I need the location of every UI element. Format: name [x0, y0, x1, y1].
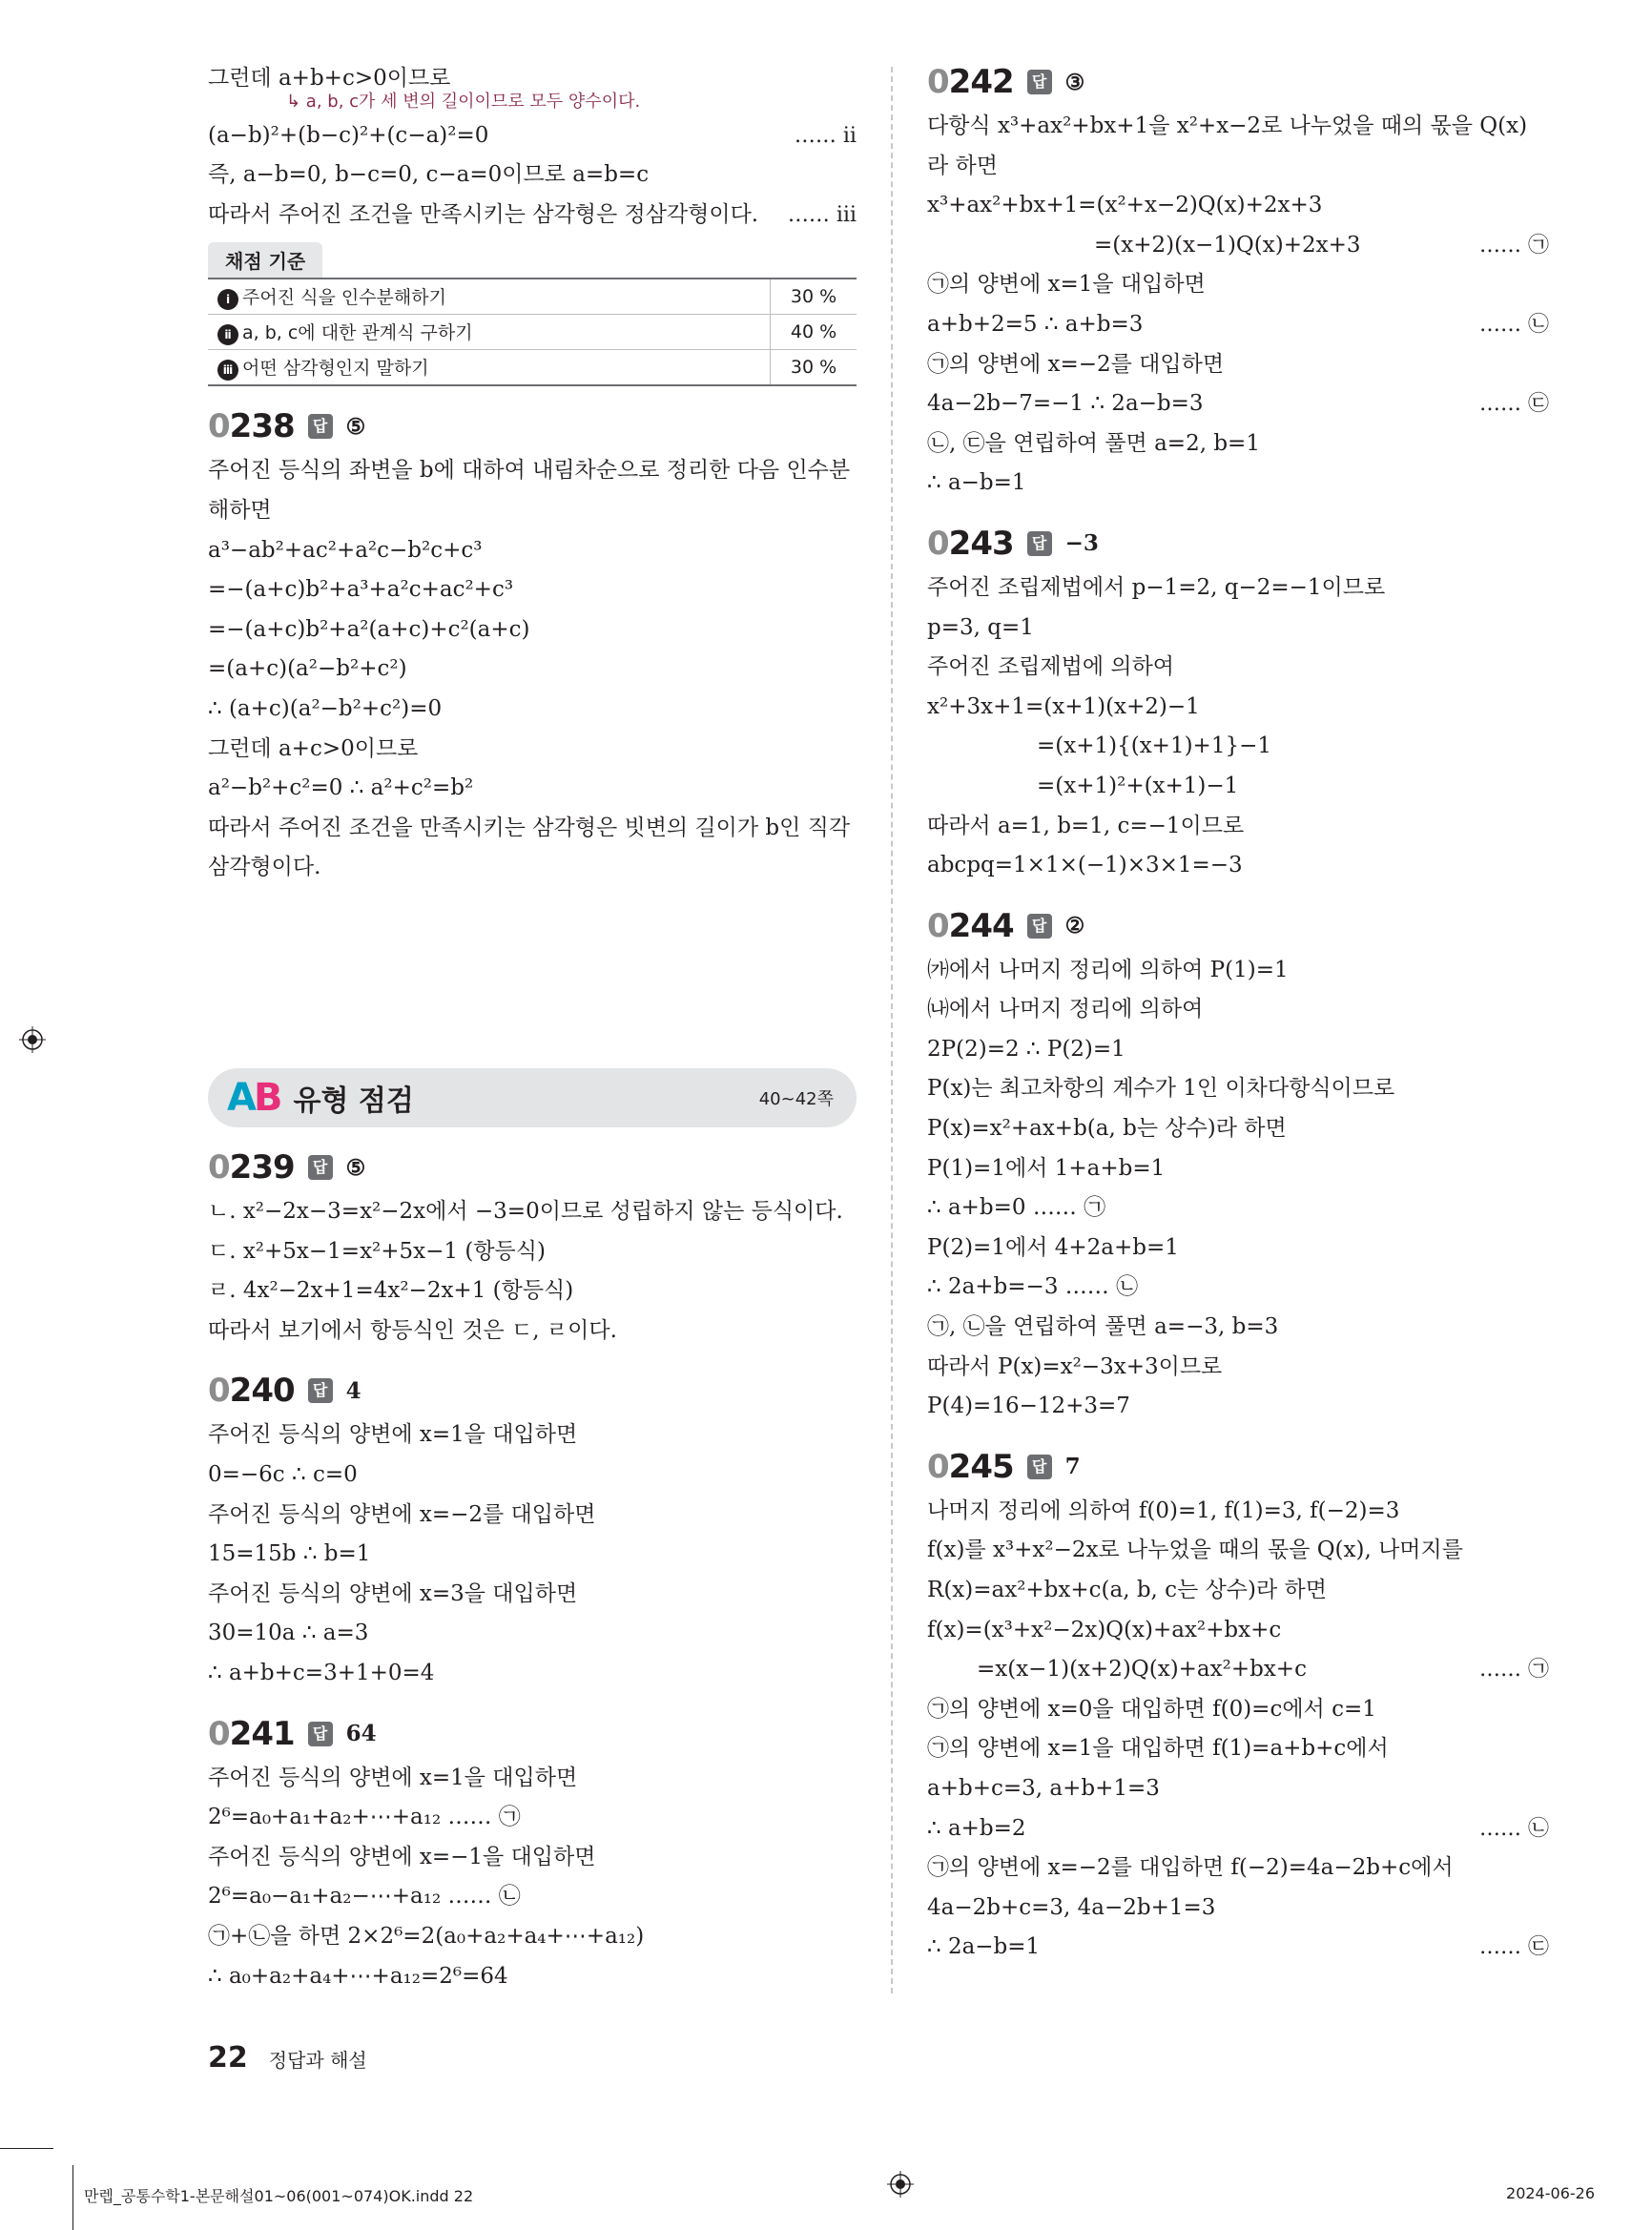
- solution-line: 따라서 보기에서 항등식인 것은 ㄷ, ㄹ이다.: [208, 1317, 617, 1343]
- solution-line: P(x)=x²+ax+b(a, b는 상수)라 하면: [927, 1116, 1287, 1142]
- solution-line: 주어진 등식의 양변에 x=3을 대입하면: [208, 1580, 578, 1606]
- solution-line: 2⁶=a₀+a₁+a₂+⋯+a₁₂ …… ㉠: [208, 1805, 521, 1830]
- solution-line: 2⁶=a₀−a₁+a₂−⋯+a₁₂ …… ㉡: [208, 1884, 521, 1910]
- section-label: 정답과 해설: [268, 2049, 367, 2072]
- grading-row: [208, 315, 857, 350]
- solution-line: 따라서 주어진 조건을 만족시키는 삼각형은 빗변의 길이가 b인 직각: [208, 815, 851, 840]
- solution-line: 따라서 a=1, b=1, c=−1이므로: [927, 813, 1245, 838]
- answer-label: 답: [308, 1722, 333, 1746]
- problem-number: 0244: [927, 906, 1014, 945]
- solution-line: =(x+2)(x−1)Q(x)+2x+3 …… ㉠: [927, 226, 1585, 266]
- grading-row: [208, 350, 857, 386]
- problem-number: 0238: [208, 407, 295, 446]
- solution-line: ㉡, ㉢을 연립하여 풀면 a=2, b=1: [927, 430, 1260, 456]
- solution-line: 4a−2b+c=3, 4a−2b+1=3: [927, 1894, 1216, 1920]
- problem-number: 0241: [208, 1714, 295, 1753]
- grading-points: 30 %: [771, 350, 857, 386]
- answer-label: 답: [308, 1155, 333, 1180]
- problem-0239-header: [208, 1143, 857, 1192]
- solution-line: 4a−2b−7=−1 ∴ 2a−b=3 …… ㉢: [927, 384, 1585, 424]
- solution-line: ∴ a+b=2 …… ㉡: [927, 1809, 1585, 1849]
- equation-tag: …… ㉠: [1479, 233, 1549, 258]
- solution-line: =(x+1){(x+1)+1}−1: [1037, 733, 1271, 759]
- solution-line: 라 하면: [927, 153, 998, 178]
- answer-value: 7: [1064, 1454, 1081, 1480]
- solution-line: a+b+c=3, a+b+1=3: [927, 1775, 1160, 1801]
- solution-line: 나머지 정리에 의하여 f(0)=1, f(1)=3, f(−2)=3: [927, 1497, 1400, 1523]
- solution-line: 따라서 P(x)=x²−3x+3이므로: [927, 1353, 1223, 1379]
- solution-line: x²+3x+1=(x+1)(x+2)−1: [927, 693, 1200, 719]
- section-title: 유형 점검: [293, 1084, 414, 1118]
- solution-line: a+b+2=5 ∴ a+b=3 …… ㉡: [927, 305, 1585, 345]
- solution-line: abcpq=1×1×(−1)×3×1=−3: [927, 853, 1243, 878]
- solution-line: 주어진 등식의 양변에 x=−2를 대입하면: [208, 1501, 596, 1527]
- solution-line: p=3, q=1: [927, 614, 1034, 640]
- answer-value: ⑤: [345, 413, 366, 440]
- solution-line: ㈎에서 나머지 정리에 의하여 P(1)=1: [927, 957, 1289, 982]
- answer-value: ②: [1064, 913, 1085, 939]
- grading-points: 30 %: [771, 279, 857, 315]
- column-divider: [891, 67, 893, 1993]
- answer-label: 답: [308, 414, 333, 439]
- solution-line: 2P(2)=2 ∴ P(2)=1: [927, 1036, 1125, 1062]
- solution-line: P(2)=1에서 4+2a+b=1: [927, 1234, 1179, 1260]
- answer-label: 답: [308, 1378, 333, 1403]
- crop-mark: [72, 2165, 73, 2230]
- equation-tag: …… ㉠: [1479, 1658, 1549, 1683]
- equation-tag: …… ㉡: [1479, 1816, 1549, 1841]
- solution-line: ㉠, ㉡을 연립하여 풀면 a=−3, b=3: [927, 1314, 1279, 1340]
- solution-line: P(x)는 최고차항의 계수가 1인 이차다항식이므로: [927, 1076, 1395, 1102]
- solution-line: ㉠의 양변에 x=0을 대입하면 f(0)=c에서 c=1: [927, 1696, 1376, 1722]
- solution-line: ㉠의 양변에 x=1을 대입하면: [927, 272, 1206, 298]
- solution-line: f(x)=(x³+x²−2x)Q(x)+ax²+bx+c: [927, 1617, 1282, 1642]
- problem-0244-header: [927, 901, 1585, 951]
- solution-line: ㉠의 양변에 x=−2를 대입하면: [927, 351, 1225, 377]
- solution-line: 30=10a ∴ a=3: [208, 1621, 369, 1646]
- answer-label: 답: [1027, 1455, 1052, 1479]
- print-slug-date: 2024-06-26: [1506, 2184, 1595, 2202]
- solution-line: ∴ a+b=0 …… ㉠: [927, 1195, 1106, 1221]
- equation-tag: …… ㉡: [1479, 312, 1549, 337]
- page-number: 22: [208, 2041, 248, 2075]
- solution-line: ㄴ. x²−2x−3=x²−2x에서 −3=0이므로 성립하지 않는 등식이다.: [208, 1199, 843, 1224]
- answer-value: ③: [1064, 69, 1085, 95]
- solution-line: 삼각형이다.: [208, 855, 321, 880]
- problem-0238-header: [208, 402, 857, 451]
- problem-number: 0242: [927, 63, 1014, 101]
- answer-value: 4: [345, 1377, 361, 1404]
- solution-line: =(x+1)²+(x+1)−1: [1037, 773, 1239, 798]
- marker-ii: ⅱ: [217, 324, 238, 345]
- section-banner: [208, 1068, 857, 1127]
- intro-line-3: 즉, a−b=0, b−c=0, c−a=0이므로 a=b=c: [208, 162, 650, 188]
- solution-line: ㈏에서 나머지 정리에 의하여: [927, 997, 1204, 1022]
- answer-label: 답: [1027, 914, 1052, 939]
- problem-0245-header: [927, 1442, 1585, 1492]
- answer-value: ⑤: [345, 1154, 366, 1181]
- solution-line: ㉠의 양변에 x=1을 대입하면 f(1)=a+b+c에서: [927, 1736, 1389, 1762]
- section-pages: 40~42쪽: [758, 1089, 834, 1109]
- grading-criteria: [208, 242, 857, 386]
- solution-line: x³+ax²+bx+1=(x²+x−2)Q(x)+2x+3: [927, 193, 1323, 218]
- problem-number: 0243: [927, 524, 1014, 563]
- intro-line-1: 그런데 a+b+c>0이므로: [208, 66, 451, 91]
- equation-tag: …… ㉢: [1479, 392, 1549, 417]
- registration-mark-icon: [887, 2171, 914, 2198]
- problem-0243-header: [927, 519, 1585, 568]
- solution-line: ㄷ. x²+5x−1=x²+5x−1 (항등식): [208, 1238, 546, 1264]
- solution-line: 주어진 등식의 양변에 x=1을 대입하면: [208, 1422, 578, 1448]
- solution-line: 0=−6c ∴ c=0: [208, 1461, 358, 1487]
- solution-line: =x(x−1)(x+2)Q(x)+ax²+bx+c …… ㉠: [927, 1650, 1585, 1690]
- marker-i: ⅰ: [217, 289, 238, 310]
- intro-line-2: (a−b)²+(b−c)²+(c−a)²=0 …… ⅱ: [208, 116, 857, 156]
- solution-line: ㉠+㉡을 하면 2×2⁶=2(a₀+a₂+a₄+⋯+a₁₂): [208, 1923, 645, 1949]
- problem-number: 0239: [208, 1148, 295, 1187]
- solution-line: P(1)=1에서 1+a+b=1: [927, 1155, 1166, 1181]
- solution-line: a³−ab²+ac²+a²c−b²c+c³: [208, 537, 483, 563]
- grading-text: 어떤 삼각형인지 말하기: [242, 358, 429, 380]
- solution-line: =(a+c)(a²−b²+c²): [208, 656, 407, 682]
- answer-value: 64: [345, 1721, 377, 1747]
- solution-line: =−(a+c)b²+a²(a+c)+c²(a+c): [208, 616, 530, 642]
- solution-line: ∴ 2a−b=1 …… ㉢: [927, 1928, 1585, 1968]
- ab-logo: AB: [227, 1076, 280, 1120]
- solution-line: a²−b²+c²=0 ∴ a²+c²=b²: [208, 775, 474, 801]
- solution-line: 다항식 x³+ax²+bx+1을 x²+x−2로 나누었을 때의 몫을 Q(x): [927, 114, 1528, 138]
- problem-0241-header: [208, 1709, 857, 1759]
- solution-line: P(4)=16−12+3=7: [927, 1394, 1130, 1419]
- left-column: [208, 59, 857, 888]
- solution-line: ㄹ. 4x²−2x+1=4x²−2x+1 (항등식): [208, 1278, 574, 1304]
- problem-0242-header: [927, 57, 1585, 107]
- solution-line: ∴ 2a+b=−3 …… ㉡: [927, 1274, 1139, 1300]
- grading-text: a, b, c에 대한 관계식 구하기: [242, 322, 473, 344]
- grading-row: [208, 279, 857, 315]
- registration-mark-icon: [19, 1026, 46, 1053]
- solution-line: 해하면: [208, 497, 272, 523]
- answer-label: 답: [1027, 70, 1052, 94]
- solution-line: 그런데 a+c>0이므로: [208, 735, 419, 761]
- grading-text: 주어진 식을 인수분해하기: [242, 287, 446, 309]
- step-marker-ii: …… ⅱ: [794, 123, 857, 148]
- problem-number: 0240: [208, 1372, 295, 1411]
- solution-line: 주어진 조립제법에 의하여: [927, 654, 1175, 680]
- solution-line: ㉠의 양변에 x=−2를 대입하면 f(−2)=4a−2b+c에서: [927, 1855, 1454, 1881]
- solution-line: 주어진 등식의 양변에 x=1을 대입하면: [208, 1765, 578, 1790]
- grading-table: [208, 278, 857, 386]
- solution-line: 주어진 조립제법에서 p−1=2, q−2=−1이므로: [927, 574, 1386, 600]
- problem-number: 0245: [927, 1447, 1014, 1486]
- solution-line: ∴ a₀+a₂+a₄+⋯+a₁₂=2⁶=64: [208, 1963, 508, 1989]
- solution-line: =−(a+c)b²+a³+a²c+ac²+c³: [208, 577, 514, 603]
- step-marker-iii: …… ⅲ: [787, 202, 857, 227]
- solution-line: ∴ a−b=1: [927, 470, 1026, 496]
- solution-line: f(x)를 x³+x²−2x로 나누었을 때의 몫을 Q(x), 나머지를: [927, 1538, 1463, 1563]
- solution-line: 15=15b ∴ b=1: [208, 1541, 371, 1567]
- solution-line: ∴ a+b+c=3+1+0=4: [208, 1660, 435, 1685]
- marker-iii: ⅲ: [217, 360, 238, 381]
- solution-line: 주어진 등식의 좌변을 b에 대하여 내림차순으로 정리한 다음 인수분: [208, 458, 851, 484]
- problem-0240-header: [208, 1366, 857, 1415]
- answer-label: 답: [1027, 531, 1052, 556]
- solution-line: ∴ (a+c)(a²−b²+c²)=0: [208, 695, 443, 721]
- left-column-lower: [208, 1141, 857, 1996]
- equation-tag: …… ㉢: [1479, 1935, 1549, 1960]
- page-footer: [208, 2041, 367, 2075]
- intro-annotation: ↳ a, b, c가 세 변의 길이이므로 모두 양수이다.: [286, 91, 641, 112]
- grading-points: 40 %: [771, 315, 857, 350]
- print-slug-file: 만렙_공통수학1-본문해설01~06(001~074)OK.indd 22: [84, 2187, 474, 2205]
- right-column: [927, 57, 1585, 1968]
- solution-line: R(x)=ax²+bx+c(a, b, c는 상수)라 하면: [927, 1578, 1327, 1602]
- solution-line: 주어진 등식의 양변에 x=−1을 대입하면: [208, 1844, 596, 1869]
- answer-value: −3: [1064, 530, 1099, 557]
- grading-header: 채점 기준: [208, 242, 322, 278]
- intro-line-4: 따라서 주어진 조건을 만족시키는 삼각형은 정삼각형이다. …… ⅲ: [208, 196, 857, 236]
- crop-mark: [0, 2148, 53, 2149]
